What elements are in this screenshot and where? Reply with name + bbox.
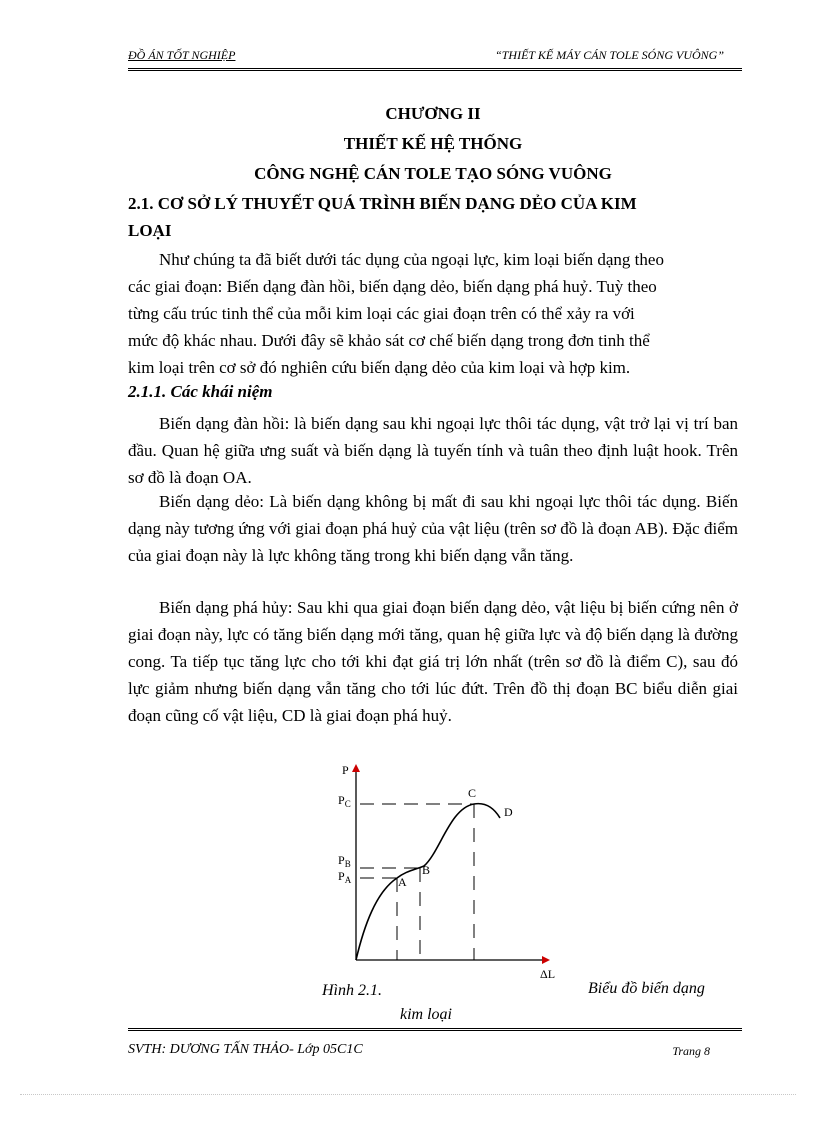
- chapter-number: CHƯƠNG II: [385, 104, 481, 123]
- footer-author: SVTH: DƯƠNG TẤN THẢO- Lớp 05C1C: [128, 1042, 363, 1057]
- y-axis-arrow: [352, 764, 360, 772]
- footer-rule: [128, 1028, 742, 1031]
- intro-line: từng cấu trúc tinh thể của mỗi kim loại các giai đoạn trên có thể xảy ra với: [128, 304, 635, 323]
- page-header: [128, 48, 724, 68]
- figure-caption-text-1: Biểu đồ biến dạng: [588, 980, 705, 997]
- x-axis-arrow: [542, 956, 550, 964]
- pb-label: $P_B$: [338, 853, 351, 869]
- page-number: Trang 8: [672, 1044, 710, 1058]
- pc-label: $P_C$: [338, 793, 351, 809]
- chapter-title-line2: CÔNG NGHỆ CÁN TOLE TẠO SÓNG VUÔNG: [254, 164, 612, 183]
- paragraph-fracture: Biến dạng phá hủy: Sau khi qua giai đoạn biến dạng dẻo, vật liệu bị biến cứng nên ở giai đoạn này, lực có tăng biến dạng mới tăng, quan hệ giữa lực và độ biến dạng là đường cong. Ta tiếp tục tăng lực cho tới khi đạt giá trị lớn nhất (trên sơ đồ là điểm C), sau đó lực giảm nhưng biến dạng vẫn tăng cho tới lúc đứt. Trên đồ thị đoạn BC biểu diễn giai đoạn cũng cố vật liệu, CD là giai đoạn phá huỷ.: [128, 598, 738, 725]
- intro-line: kim loại trên cơ sở đó nghiên cứu biến dạng dẻo của kim loại và hợp kim.: [128, 358, 631, 377]
- chapter-title-line1: THIẾT KẾ HỆ THỐNG: [343, 134, 523, 153]
- point-d-label: D: [504, 805, 513, 819]
- deformation-diagram: [300, 756, 560, 988]
- y-axis-label: P: [342, 763, 349, 777]
- x-axis-label: ΔL: [540, 967, 556, 981]
- intro-line: mức độ khác nhau. Dưới đây sẽ khảo sát cơ chế biến dạng trong đơn tinh thể: [128, 331, 650, 350]
- section-title-line1: 2.1. CƠ SỞ LÝ THUYẾT QUÁ TRÌNH BIẾN DẠNG DẺO CỦA KIM: [128, 194, 637, 213]
- figure-caption-text-2: kim loại: [400, 1006, 452, 1023]
- intro-line: Như chúng ta đã biết dưới tác dụng của ngoại lực, kim loại biến dạng theo: [159, 250, 664, 269]
- header-right-text: “THIẾT KẾ MÁY CÁN TOLE SÓNG VUÔNG”: [495, 48, 724, 62]
- point-b-label: B: [422, 863, 431, 877]
- subsection-title: 2.1.1. Các khái niệm: [128, 382, 273, 401]
- header-rule: [128, 68, 742, 71]
- intro-line: các giai đoạn: Biến dạng đàn hồi, biến dạng dẻo, biến dạng phá huỷ. Tuỳ theo: [128, 277, 657, 296]
- page-bottom-divider: [20, 1094, 796, 1095]
- page-footer: [128, 1042, 710, 1062]
- section-title-line2: LOẠI: [128, 221, 172, 240]
- figure-caption-number: Hình 2.1.: [322, 982, 382, 999]
- pa-label: $P_A$: [338, 869, 352, 885]
- paragraph-elastic: Biến dạng đàn hồi: là biến dạng sau khi ngoại lực thôi tác dụng, vật trở lại vị trí ban đầu. Quan hệ giữa ưng suất và biến dạng là tuyến tính và tuân theo định luật hook. Trên sơ đồ là đoạn OA.: [128, 414, 738, 487]
- deformation-curve: [356, 804, 500, 960]
- point-c-label: C: [468, 786, 477, 800]
- point-a-label: A: [398, 875, 407, 889]
- header-left-text: ĐỒ ÁN TỐT NGHIỆP: [128, 48, 236, 62]
- paragraph-plastic: Biến dạng dẻo: Là biến dạng không bị mất đi sau khi ngoại lực thôi tác dụng. Biến dạng này tương ứng với giai đoạn phá huỷ của vật liệu (trên sơ đồ là đoạn AB). Đặc điểm của giai đoạn này là lực không tăng trong khi biến dạng vẫn tăng.: [128, 492, 738, 565]
